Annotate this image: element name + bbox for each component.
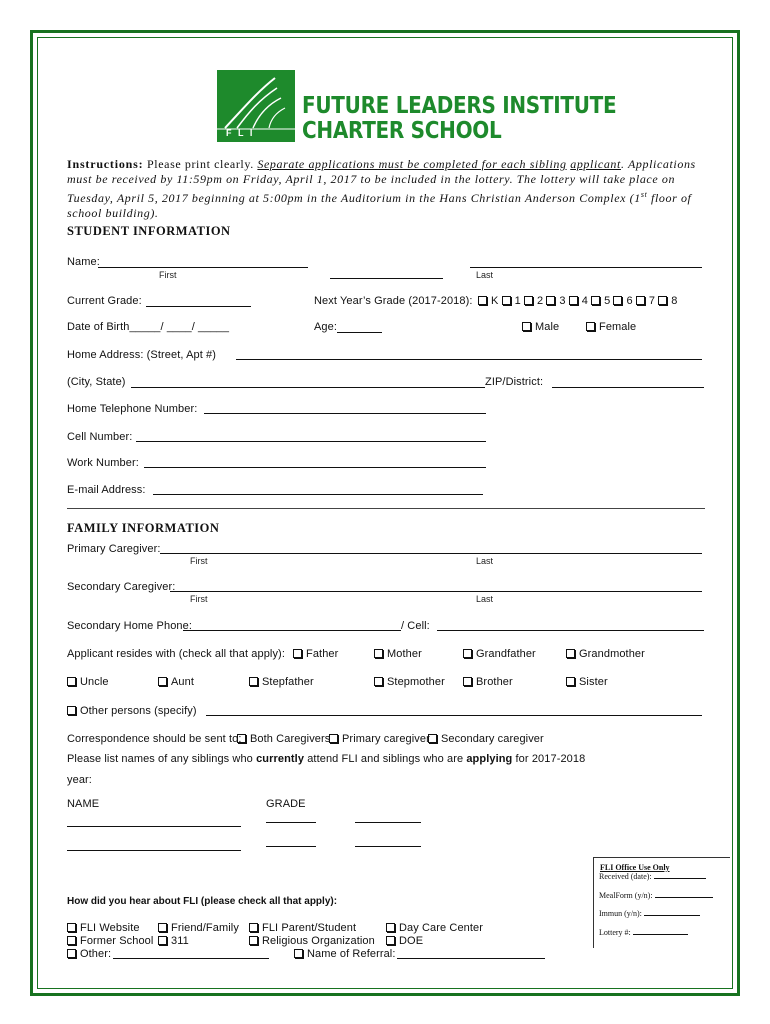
checkbox-icon[interactable] (636, 296, 645, 305)
logo-line2: CHARTER SCHOOL (302, 116, 502, 144)
grade-column-header: GRADE (266, 798, 306, 810)
checkbox-icon[interactable] (237, 734, 246, 743)
logo-badge: F L I (226, 128, 255, 138)
doe-option[interactable]: DOE (386, 935, 423, 947)
office-title: FLI Office Use Only (600, 863, 670, 872)
office-mealform[interactable]: MealForm (y/n): (599, 891, 713, 900)
work-label: Work Number: (67, 457, 139, 469)
work-field[interactable] (144, 467, 486, 468)
checkbox-icon[interactable] (566, 677, 575, 686)
instructions-text-3: floor of school building). (67, 191, 692, 220)
other-persons-option[interactable]: Other persons (specify) (67, 705, 197, 717)
sibling-grade-field-1[interactable] (266, 822, 316, 823)
other-persons-field[interactable] (206, 715, 702, 716)
uncle-option[interactable]: Uncle (67, 676, 109, 688)
checkbox-icon[interactable] (67, 923, 76, 932)
checkbox-icon[interactable] (158, 923, 167, 932)
checkbox-icon[interactable] (591, 296, 600, 305)
checkbox-icon[interactable] (569, 296, 578, 305)
home-phone-label: Home Telephone Number: (67, 403, 198, 415)
office-immun[interactable]: Immun (y/n): (599, 909, 700, 918)
friend-family-option[interactable]: Friend/Family (158, 922, 239, 934)
checkbox-icon[interactable] (386, 936, 395, 945)
checkbox-icon[interactable] (67, 706, 76, 715)
email-field[interactable] (153, 494, 483, 495)
grade-4-option[interactable]: 4 (569, 295, 588, 307)
section-divider (67, 508, 705, 509)
checkbox-icon[interactable] (463, 677, 472, 686)
hear-question: How did you hear about FLI (please check all that apply): (67, 896, 338, 907)
referral-field[interactable] (397, 958, 545, 959)
grade-3-option[interactable]: 3 (546, 295, 565, 307)
checkbox-icon[interactable] (546, 296, 555, 305)
checkbox-icon[interactable] (524, 296, 533, 305)
correspondence-label: Correspondence should be sent to: (67, 733, 242, 745)
age-field[interactable] (337, 332, 382, 333)
checkbox-icon[interactable] (386, 923, 395, 932)
checkbox-icon[interactable] (428, 734, 437, 743)
zip-label: ZIP/District: (485, 376, 544, 388)
brother-option[interactable]: Brother (463, 676, 513, 688)
next-grade-label: Next Year’s Grade (2017-2018): (314, 295, 473, 307)
checkbox-icon[interactable] (613, 296, 622, 305)
city-state-label: (City, State) (67, 376, 126, 388)
zip-field[interactable] (552, 387, 704, 388)
checkbox-icon[interactable] (586, 322, 595, 331)
checkbox-icon[interactable] (329, 734, 338, 743)
father-option[interactable]: Father (293, 648, 338, 660)
referral-option[interactable]: Name of Referral: (294, 948, 396, 960)
mother-option[interactable]: Mother (374, 648, 422, 660)
grandfather-option[interactable]: Grandfather (463, 648, 536, 660)
family-heading: FAMILY INFORMATION (67, 521, 220, 535)
sister-option[interactable]: Sister (566, 676, 608, 688)
secondary-cell-label: / Cell: (401, 620, 430, 632)
secondary-phone-field[interactable] (183, 630, 401, 631)
instructions (67, 157, 707, 221)
dob-field[interactable]: Date of Birth_____/ ____/ _____ (67, 321, 230, 333)
stepfather-option[interactable]: Stepfather (249, 676, 314, 688)
office-lottery[interactable]: Lottery #: (599, 928, 688, 937)
female-option[interactable]: Female (586, 321, 636, 333)
sibling-name-field-2[interactable] (67, 850, 241, 851)
secondary-caregiver-field[interactable] (170, 591, 702, 592)
primary-caregiver-option[interactable]: Primary caregiver (329, 733, 430, 745)
checkbox-icon[interactable] (249, 936, 258, 945)
checkbox-icon[interactable] (67, 949, 76, 958)
primary-last-caption: Last (476, 556, 494, 566)
former-school-option[interactable]: Former School (67, 935, 153, 947)
male-option[interactable]: Male (522, 321, 559, 333)
secondary-phone-label: Secondary Home Phone: (67, 620, 193, 632)
age-label: Age: (314, 321, 338, 333)
checkbox-icon[interactable] (158, 677, 167, 686)
grade-8-option[interactable]: 8 (658, 295, 677, 307)
religious-option[interactable]: Religious Organization (249, 935, 375, 947)
grade-5-option[interactable]: 5 (591, 295, 610, 307)
secondary-first-caption: First (190, 594, 208, 604)
checkbox-icon[interactable] (374, 649, 383, 658)
other-option[interactable]: Other: (67, 948, 111, 960)
cell-field[interactable] (136, 441, 486, 442)
office-use-box (593, 857, 730, 948)
stepmother-option[interactable]: Stepmother (374, 676, 445, 688)
sibling-extra-field-1[interactable] (355, 822, 421, 823)
checkbox-icon[interactable] (522, 322, 531, 331)
sibling-grade-field-2[interactable] (266, 846, 316, 847)
first-name-field[interactable] (98, 267, 308, 268)
instructions-sup: st (640, 190, 648, 199)
checkbox-icon[interactable] (566, 649, 575, 658)
grade-2-option[interactable]: 2 (524, 295, 543, 307)
home-phone-field[interactable] (204, 413, 486, 414)
primary-caregiver-label: Primary Caregiver: (67, 543, 161, 555)
first-caption: First (159, 270, 177, 280)
grade-k-option[interactable]: K (478, 295, 498, 307)
fli-parent-option[interactable]: FLI Parent/Student (249, 922, 356, 934)
name-label: Name: (67, 256, 100, 268)
student-heading: STUDENT INFORMATION (67, 224, 231, 238)
home-address-label: Home Address: (Street, Apt #) (67, 349, 217, 361)
home-address-field[interactable] (236, 359, 702, 360)
checkbox-icon[interactable] (158, 936, 167, 945)
sibling-extra-field-2[interactable] (355, 846, 421, 847)
checkbox-icon[interactable] (67, 677, 76, 686)
primary-first-caption: First (190, 556, 208, 566)
checkbox-icon[interactable] (293, 649, 302, 658)
n311-option[interactable]: 311 (158, 935, 189, 947)
logo-line1: FUTURE LEADERS INSTITUTE (302, 91, 617, 119)
resides-label: Applicant resides with (check all that apply): (67, 648, 285, 660)
secondary-cell-field[interactable] (437, 630, 704, 631)
checkbox-icon[interactable] (374, 677, 383, 686)
siblings-prompt: Please list names of any siblings who currently attend FLI and siblings who are applying for 2017-2018 (67, 753, 586, 765)
grade-1-option[interactable]: 1 (502, 295, 521, 307)
secondary-caregiver-option[interactable]: Secondary caregiver (428, 733, 544, 745)
current-grade-field[interactable] (146, 306, 251, 307)
secondary-last-caption: Last (476, 594, 494, 604)
cell-label: Cell Number: (67, 431, 133, 443)
checkbox-icon[interactable] (249, 923, 258, 932)
both-caregivers-option[interactable]: Both Caregivers (237, 733, 330, 745)
checkbox-icon[interactable] (502, 296, 511, 305)
middle-name-field[interactable] (330, 278, 443, 279)
instructions-text-2: . Applications must be received by 11:59pm on Friday, April 1, 2017 to be included in the lottery. The lottery will take place on Tuesday, April 5, 2017 beginning at 5:00pm in the Auditorium in the Hans Christian Anderson Complex (1 (67, 157, 696, 205)
instructions-label: Instructions: (67, 157, 144, 171)
last-caption: Last (476, 270, 494, 280)
secondary-caregiver-label: Secondary Caregiver: (67, 581, 176, 593)
checkbox-icon[interactable] (249, 677, 258, 686)
day-care-option[interactable]: Day Care Center (386, 922, 483, 934)
checkbox-icon[interactable] (67, 936, 76, 945)
next-grade-options[interactable] (478, 295, 677, 307)
city-state-field[interactable] (131, 387, 485, 388)
checkbox-icon[interactable] (463, 649, 472, 658)
primary-caregiver-field[interactable] (160, 553, 702, 554)
checkbox-icon[interactable] (294, 949, 303, 958)
instructions-underline-1: Separate applications must be completed for each sibling (257, 157, 567, 171)
checkbox-icon[interactable] (478, 296, 487, 305)
fli-website-option[interactable]: FLI Website (67, 922, 140, 934)
sibling-name-field-1[interactable] (67, 826, 241, 827)
checkbox-icon[interactable] (658, 296, 667, 305)
siblings-year: year: (67, 774, 92, 786)
last-name-field[interactable] (470, 267, 702, 268)
current-grade-label: Current Grade: (67, 295, 142, 307)
aunt-option[interactable]: Aunt (158, 676, 194, 688)
instructions-underline-2: applicant (570, 157, 621, 171)
instructions-text-1: Please print clearly. (143, 157, 258, 171)
grandmother-option[interactable]: Grandmother (566, 648, 645, 660)
grade-6-option[interactable]: 6 (613, 295, 632, 307)
email-label: E-mail Address: (67, 484, 146, 496)
grade-7-option[interactable]: 7 (636, 295, 655, 307)
name-column-header: NAME (67, 798, 100, 810)
office-received[interactable]: Received (date): (599, 872, 706, 881)
other-field[interactable] (113, 958, 269, 959)
